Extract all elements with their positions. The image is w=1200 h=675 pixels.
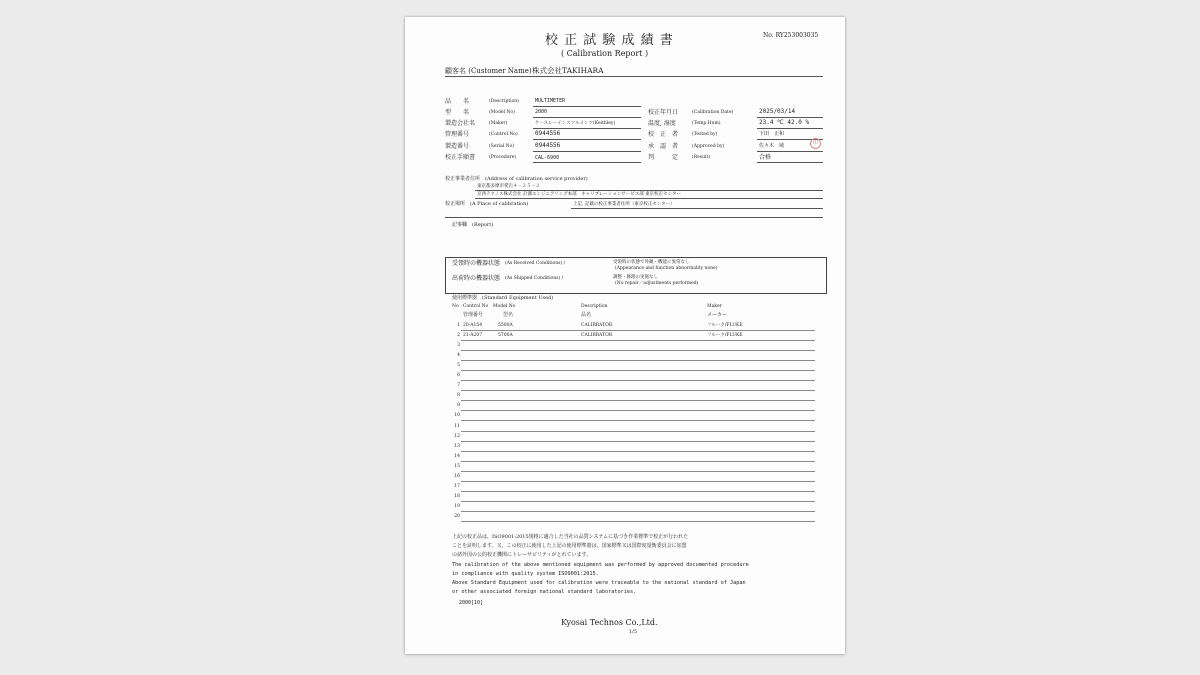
tested-by-label: 校 正 者 xyxy=(648,131,679,138)
row-control-number: 21-A207 xyxy=(463,333,483,339)
remarks-label: 記事欄 (Report) xyxy=(452,222,494,228)
statement-line: The calibration of the above mentioned equipment was performed by approved documented procedure xyxy=(452,562,749,568)
row-number: 20 xyxy=(454,513,460,519)
received-conditions-label: 受領時の機器状態 xyxy=(452,260,501,267)
row-number: 9 xyxy=(457,403,460,409)
result-label-en: (Result) xyxy=(692,155,711,160)
row-number: 4 xyxy=(457,353,460,359)
row-line xyxy=(461,380,815,381)
row-line xyxy=(461,431,815,432)
row-line xyxy=(461,511,815,512)
tested-by-value: 下田 正和 xyxy=(759,131,785,137)
statement-line: ことを証明します。又，この校正に使用した上記の使用標準器は，国家標準又は国際度量衡委員会に加盟 xyxy=(452,543,687,549)
row-line xyxy=(461,390,815,391)
statement-line: or other associated foreign national standard laboratories. xyxy=(452,589,637,595)
row-number: 12 xyxy=(454,433,460,439)
form-code: 2000[10] xyxy=(459,600,484,606)
calibration-report-page xyxy=(405,17,845,654)
row-line xyxy=(461,400,815,401)
underline xyxy=(757,128,823,129)
customer-value: 株式会社TAKIHARA xyxy=(532,66,604,75)
underline xyxy=(533,117,641,118)
row-line xyxy=(461,420,815,421)
row-number: 7 xyxy=(457,383,460,389)
header-maker-en: Maker xyxy=(707,304,722,309)
header-no: No xyxy=(452,304,459,309)
temperature-humidity-label: 温度, 湿度 xyxy=(648,120,676,127)
shipped-conditions-en2: (No repair／adjustments performed) xyxy=(615,281,699,286)
row-line xyxy=(461,481,815,482)
result-label: 判 定 xyxy=(648,154,679,161)
row-number: 18 xyxy=(454,493,460,499)
procedure-value: CAL-6900 xyxy=(535,155,560,161)
header-maker-jp: メーカー xyxy=(707,312,727,318)
row-line xyxy=(461,330,815,331)
row-number: 15 xyxy=(454,463,460,469)
approved-by-label-en: (Approved by) xyxy=(692,144,725,149)
row-line xyxy=(461,471,815,472)
statement-line: in compliance with quality system ISO9001:2015. xyxy=(452,571,599,577)
row-number: 11 xyxy=(454,423,460,429)
row-number: 10 xyxy=(454,413,460,419)
row-line xyxy=(461,491,815,492)
title-japanese: 校 正 試 験 成 績 書 xyxy=(545,33,674,48)
received-conditions-en: (As Received Conditions) / xyxy=(505,261,566,266)
description-label: 品 名 xyxy=(445,98,470,105)
underline xyxy=(757,117,823,118)
row-number: 16 xyxy=(454,473,460,479)
underline xyxy=(475,198,823,199)
shipped-conditions-jp: 調整・修理の実施なし xyxy=(613,275,658,280)
underline xyxy=(571,208,823,209)
row-line xyxy=(461,441,815,442)
temperature-humidity-value: 23.4 ℃ 42.0 % xyxy=(759,119,810,126)
row-number: 8 xyxy=(457,393,460,399)
row-number: 2 xyxy=(457,333,460,339)
row-line xyxy=(461,521,815,522)
address-label: 校正事業者住所 (Address of calibration service provider) xyxy=(445,176,588,182)
equipment-label: 使用標準器 (Standard Equipment Used) xyxy=(452,295,554,301)
received-conditions-en2: (Appearance and function abnormality none) xyxy=(615,266,718,271)
shipped-conditions-label: 出荷時の機器状態 xyxy=(452,275,501,282)
maker-value: ケースレーインスツルメンツ(Keithley) xyxy=(535,121,616,126)
customer-label: 顧客名 (Customer Name) xyxy=(445,67,532,75)
header-control-jp: 管理番号 xyxy=(463,312,484,318)
row-number: 1 xyxy=(457,323,460,328)
maker-label: 製造会社名 xyxy=(445,120,476,127)
row-line xyxy=(461,350,815,351)
row-line xyxy=(461,340,815,341)
place-value: 上記, 記載の校正事業者住所（東京校正センター） xyxy=(573,202,675,207)
header-model-en: Model No xyxy=(493,304,516,309)
received-conditions-jp: 受領時の状態で外観・機能に異常なし xyxy=(613,260,690,265)
row-number: 6 xyxy=(457,373,460,379)
header-model-jp: 型名 xyxy=(503,312,514,318)
title-english: ( Calibration Report ) xyxy=(561,49,649,58)
underline xyxy=(533,151,641,152)
result-value: 合格 xyxy=(759,154,772,161)
header-description-jp: 品名 xyxy=(581,312,592,318)
statement-line: 上記の校正品は，ISO9001:2015規格に適合した当社の品質システムに基づき作業標準で校正が行われた xyxy=(452,534,689,540)
control-number-label: 管理番号 xyxy=(445,131,470,138)
row-line xyxy=(461,360,815,361)
calibration-date-label-en: (Calibration Date) xyxy=(692,110,734,115)
calibration-date-label: 校正年月日 xyxy=(648,109,679,116)
underline xyxy=(475,190,823,191)
control-number-value: 0944556 xyxy=(535,130,561,137)
tested-by-label-en: (Tested by) xyxy=(692,132,718,137)
row-model-number: 5500A xyxy=(498,323,513,328)
control-number-label-en: (Control No) xyxy=(489,132,518,137)
row-number: 3 xyxy=(457,343,460,349)
underline xyxy=(533,128,641,129)
procedure-label-en: (Procedure) xyxy=(489,155,517,160)
row-model-number: 5700A xyxy=(498,333,513,339)
statement-line: の諸外国の公的校正機関にトレーサビリティがとれています。 xyxy=(452,552,592,558)
model-value: 2000 xyxy=(535,109,548,115)
row-number: 13 xyxy=(454,443,460,449)
document-number: No. RY253003035 xyxy=(763,32,819,39)
row-maker: フルーク/FLUKE xyxy=(707,323,743,328)
company-name: Kyosai Technos Co.,Ltd. xyxy=(561,618,658,627)
approval-seal: 印 xyxy=(810,138,821,149)
maker-label-en: (Maker) xyxy=(489,121,508,126)
temperature-humidity-label-en: (Temp.Hum) xyxy=(692,121,721,126)
underline xyxy=(757,151,823,152)
statement-line: Above Standard Equipment used for calibration were traceable to the national standard of Japan xyxy=(452,580,746,586)
row-line xyxy=(461,451,815,452)
row-number: 19 xyxy=(454,503,460,509)
model-label-en: (Model No) xyxy=(489,110,515,115)
calibration-date-value: 2025/03/14 xyxy=(759,108,796,115)
address-line-2: 京西テクノス株式会社 計測エンジニアリング本部 キャリブレーションサービス部 東京校正センター xyxy=(477,192,681,197)
place-label: 校正場所 (A Place of calibration) xyxy=(445,201,529,207)
description-label-en: (Description) xyxy=(489,99,519,104)
underline xyxy=(533,106,641,107)
row-line xyxy=(461,410,815,411)
serial-number-label: 製造番号 xyxy=(445,143,470,150)
row-description: CALIBRATOR xyxy=(581,323,613,328)
approved-by-label: 承 認 者 xyxy=(648,143,679,150)
row-description: CALIBRATOR xyxy=(581,333,613,339)
address-line-1: 東京都多摩市愛宕４－２５－２ xyxy=(477,184,540,189)
description-value: MULTIMETER xyxy=(535,98,566,104)
row-maker: フルーク/FLUKE xyxy=(707,333,743,339)
underline xyxy=(533,139,641,140)
shipped-conditions-en: (As Shipped Conditions) / xyxy=(505,276,564,281)
serial-number-value: 0944556 xyxy=(535,142,561,149)
row-number: 5 xyxy=(457,363,460,369)
customer-underline xyxy=(445,76,823,77)
page-number: 1/5 xyxy=(629,629,638,635)
header-description-en: Description xyxy=(581,304,608,309)
row-number: 17 xyxy=(454,483,460,489)
row-control-number: 20-A154 xyxy=(463,323,483,328)
row-number: 14 xyxy=(454,453,460,459)
row-line xyxy=(461,501,815,502)
model-label: 型 名 xyxy=(445,109,470,116)
approved-by-value: 佐々木 域 xyxy=(759,143,785,149)
procedure-label: 校正手順書 xyxy=(445,154,476,161)
underline xyxy=(445,217,823,218)
header-control-en: Control No xyxy=(463,304,489,309)
underline xyxy=(533,162,641,163)
serial-number-label-en: (Serial No) xyxy=(489,144,515,149)
row-line xyxy=(461,461,815,462)
underline xyxy=(757,162,823,163)
row-line xyxy=(461,370,815,371)
